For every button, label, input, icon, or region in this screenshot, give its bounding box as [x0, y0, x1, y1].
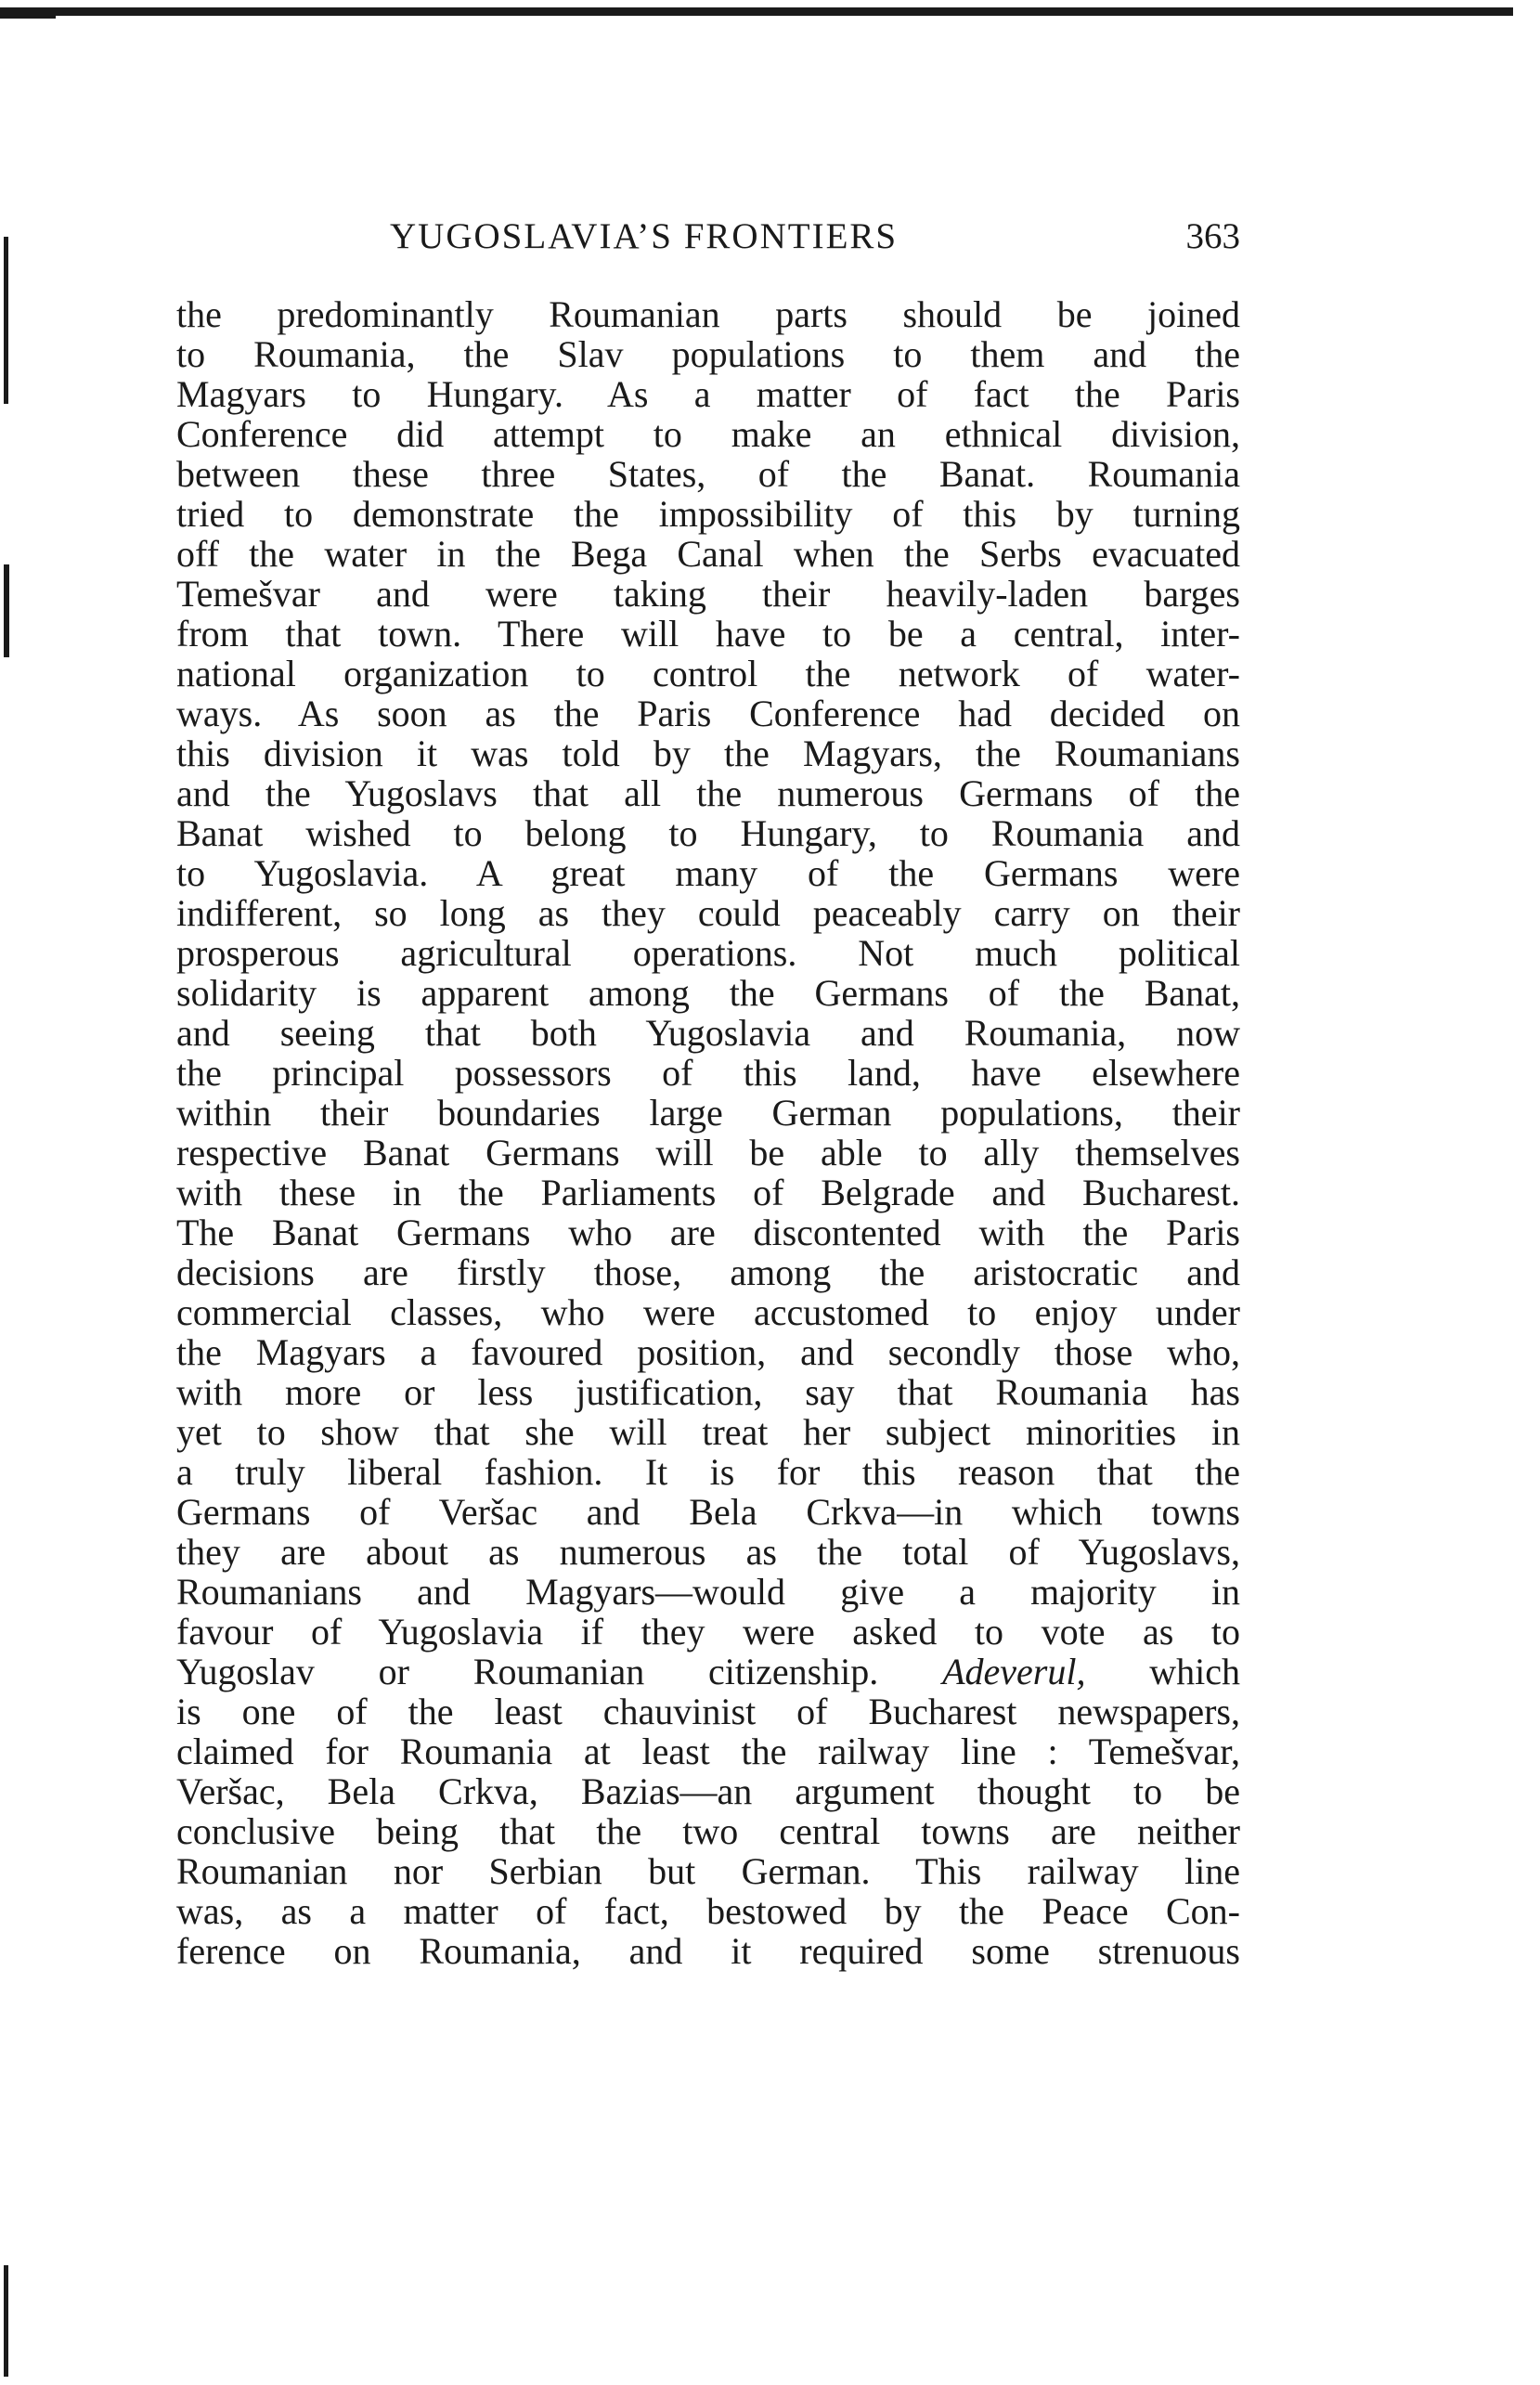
- body-text: [176, 294, 1240, 1971]
- text-line: Roumanians and Magyars—would give a majority in: [176, 1571, 1240, 1613]
- binding-edge-mark: [4, 2265, 8, 2377]
- text-line: a truly liberal fashion. It is for this reason that the: [176, 1451, 1240, 1493]
- text-line: within their boundaries large German populations, their: [176, 1092, 1240, 1134]
- text-line: solidarity is apparent among the Germans of the Banat,: [176, 972, 1240, 1014]
- text-line: to Roumania, the Slav populations to them and the: [176, 333, 1240, 375]
- text-line: tried to demonstrate the impossibility of this by turning: [176, 493, 1240, 535]
- text-line: Conference did attempt to make an ethnical division,: [176, 413, 1240, 455]
- page-header: [186, 215, 1240, 262]
- text-line: Banat wished to belong to Hungary, to Roumania and: [176, 812, 1240, 854]
- text-line: ference on Roumania, and it required some strenuous: [176, 1930, 1240, 1972]
- text-line: ways. As soon as the Paris Conference had decided on: [176, 693, 1240, 734]
- text-line: with more or less justification, say that Roumania has: [176, 1371, 1240, 1413]
- text-line-with-italic: [176, 1652, 1240, 1692]
- text-line: is one of the least chauvinist of Bucharest newspapers,: [176, 1691, 1240, 1732]
- text-line: between these three States, of the Banat. Roumania: [176, 453, 1240, 495]
- running-title: YUGOSLAVIA’S FRONTIERS: [390, 216, 899, 256]
- text-line: favour of Yugoslavia if they were asked to vote as to: [176, 1611, 1240, 1653]
- text-line: they are about as numerous as the total of Yugoslavs,: [176, 1531, 1240, 1573]
- top-edge-rule: [0, 7, 1513, 16]
- top-edge-hook-mark: [0, 7, 56, 56]
- text-line: Veršac, Bela Crkva, Bazias—an argument thought to be: [176, 1770, 1240, 1812]
- text-line: with these in the Parliaments of Belgrade and Bucharest.: [176, 1172, 1240, 1213]
- text-line: to Yugoslavia. A great many of the Germans were: [176, 852, 1240, 894]
- binding-edge-mark: [4, 237, 8, 404]
- text-line: the principal possessors of this land, have elsewhere: [176, 1052, 1240, 1094]
- text-line: claimed for Roumania at least the railway line : Temešvar,: [176, 1730, 1240, 1772]
- italic-newspaper-name: Adeverul,: [942, 1651, 1086, 1692]
- text-segment: Yugoslav or Roumanian citizenship.: [176, 1651, 879, 1692]
- text-line: commercial classes, who were accustomed to enjoy under: [176, 1291, 1240, 1333]
- text-line: indifferent, so long as they could peaceably carry on their: [176, 892, 1240, 934]
- text-line: this division it was told by the Magyars, the Roumanians: [176, 732, 1240, 774]
- text-line: off the water in the Bega Canal when the Serbs evacuated: [176, 533, 1240, 575]
- text-line: was, as a matter of fact, bestowed by the Peace Con-: [176, 1890, 1240, 1932]
- text-line: and the Yugoslavs that all the numerous Germans of the: [176, 772, 1240, 814]
- text-line: Germans of Veršac and Bela Crkva—in which towns: [176, 1491, 1240, 1533]
- text-line: and seeing that both Yugoslavia and Roumania, now: [176, 1012, 1240, 1054]
- text-line: prosperous agricultural operations. Not much political: [176, 932, 1240, 974]
- text-line: the predominantly Roumanian parts should be joined: [176, 293, 1240, 335]
- text-line: national organization to control the network of water-: [176, 653, 1240, 694]
- binding-edge-mark: [4, 564, 9, 657]
- text-line: The Banat Germans who are discontented with the Paris: [176, 1212, 1240, 1253]
- text-line: decisions are firstly those, among the aristocratic and: [176, 1251, 1240, 1293]
- text-line: the Magyars a favoured position, and secondly those who,: [176, 1331, 1240, 1373]
- text-line: from that town. There will have to be a central, inter-: [176, 613, 1240, 655]
- text-line: conclusive being that the two central towns are neither: [176, 1810, 1240, 1852]
- text-line: Magyars to Hungary. As a matter of fact the Paris: [176, 373, 1240, 415]
- text-segment: which: [1149, 1651, 1241, 1692]
- text-line: Roumanian nor Serbian but German. This railway line: [176, 1850, 1240, 1892]
- page-number: 363: [1185, 216, 1240, 256]
- text-line: Temešvar and were taking their heavily-laden barges: [176, 573, 1240, 615]
- text-line: respective Banat Germans will be able to ally themselves: [176, 1132, 1240, 1173]
- text-line: yet to show that she will treat her subject minorities in: [176, 1411, 1240, 1453]
